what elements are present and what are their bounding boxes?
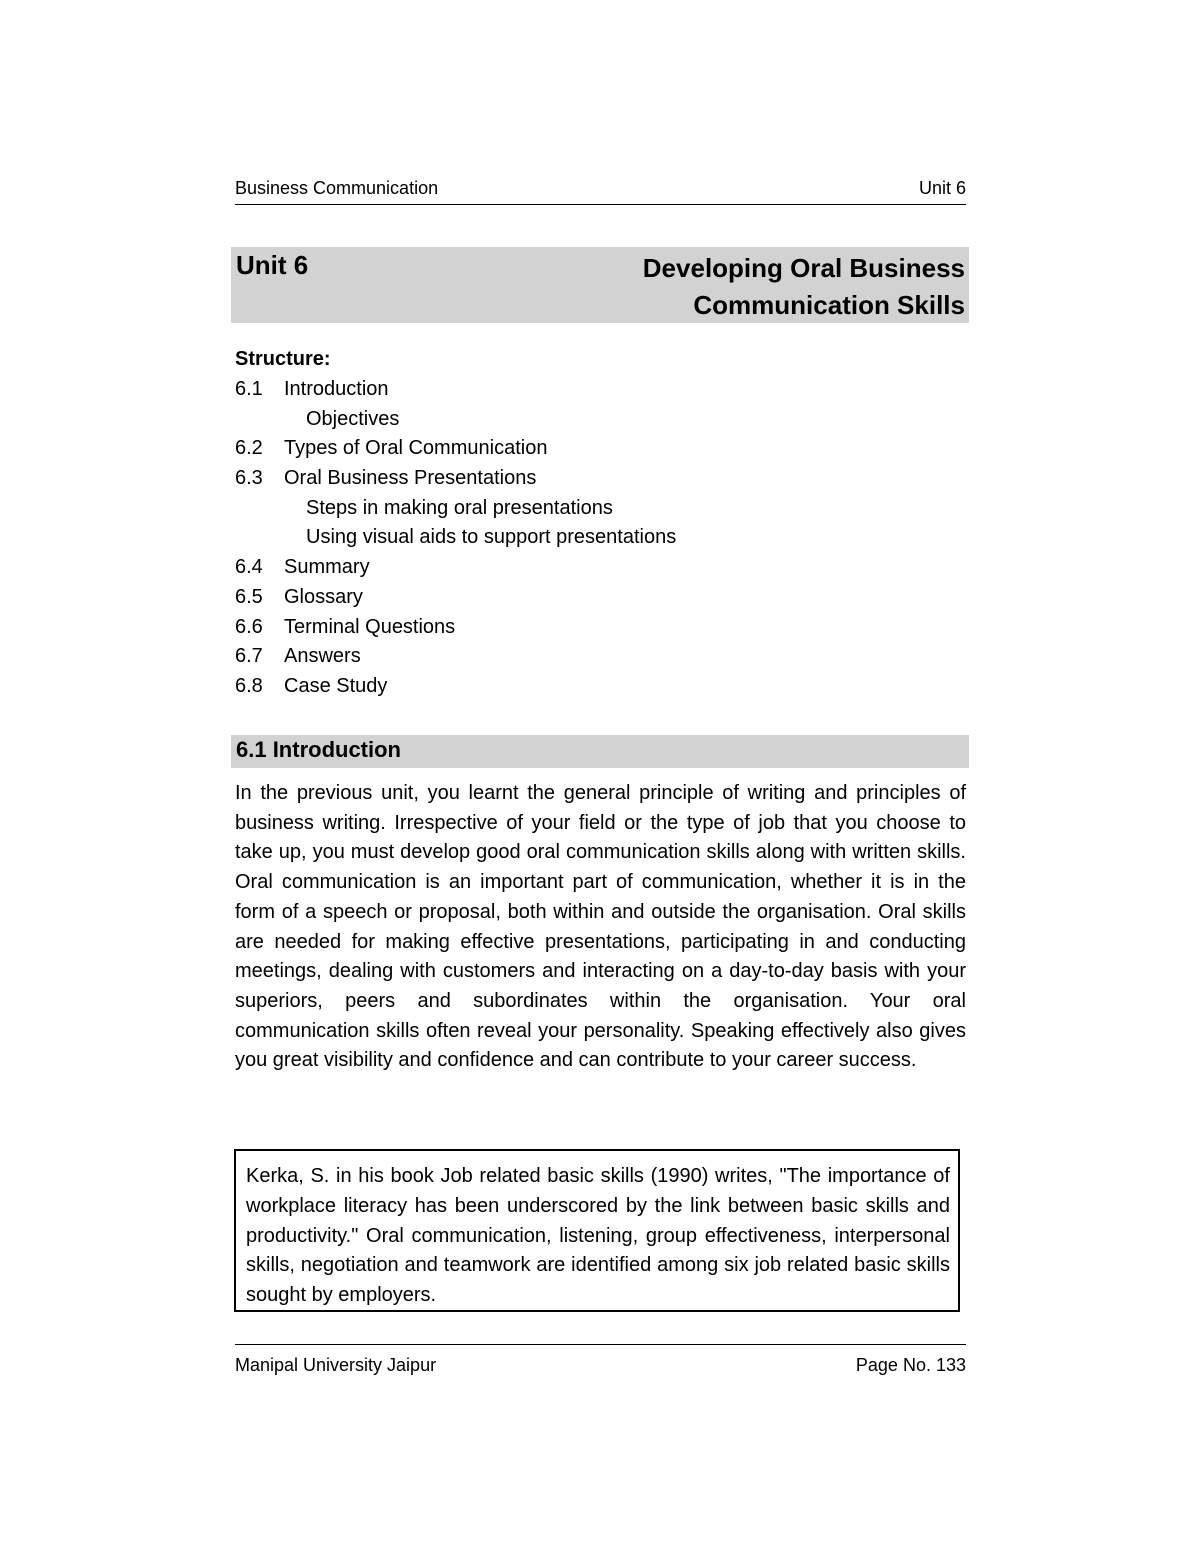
toc-item-label: Types of Oral Communication [284, 437, 548, 460]
toc-subitem [235, 494, 935, 524]
toc-subitem [235, 405, 935, 435]
unit-title [643, 250, 965, 324]
toc-item-number: 6.1 [235, 378, 263, 400]
unit-number: Unit 6 [236, 250, 309, 280]
toc-subitem-label: Using visual aids to support presentations [306, 526, 677, 549]
footer-page-number: Page No. 133 [855, 1355, 966, 1375]
toc-item-label: Terminal Questions [284, 615, 456, 638]
toc-item-label: Oral Business Presentations [284, 467, 537, 490]
toc-item-number: 6.2 [235, 437, 263, 460]
header-book-title: Business Communication [235, 178, 439, 198]
toc-subitem-label: Steps in making oral presentations [306, 496, 613, 519]
introduction-paragraph: In the previous unit, you learnt the general principle of writing and principles of business writing. Irrespective of your field or the type of job that you choose to take up, you must develop good oral communication skills along with written skills. Oral communication is an important part of communication, whether it is in the form of a speech or proposal, both within and outside the organisation. Oral skills are needed for making effective presentations, participating in and conducting meetings, dealing with customers and interacting on a day-to-day basis with your superiors, peers and subordinates within the organisation. Your oral communication skills often reveal your personality. Speaking effectively also gives you great visibility and confidence and can contribute to your career success. [235, 782, 966, 1072]
toc-item [235, 464, 935, 494]
running-footer [235, 1344, 966, 1381]
running-header [235, 176, 966, 205]
section-heading: 6.1 Introduction [236, 737, 401, 762]
toc-item-number: 6.5 [235, 585, 263, 608]
toc-item-number: 6.4 [235, 556, 263, 579]
unit-title-line-1: Developing Oral Business [642, 253, 965, 283]
quote-box [234, 1149, 960, 1312]
toc-item-number: 6.8 [235, 674, 263, 697]
structure-heading: Structure: [235, 348, 331, 370]
toc-item-label: Case Study [284, 674, 388, 697]
toc-item-label: Glossary [284, 585, 363, 608]
toc-subitem-label: Objectives [306, 407, 400, 430]
toc-item [235, 375, 935, 405]
toc-item-number: 6.3 [235, 467, 263, 490]
toc-item [235, 613, 935, 643]
toc-item-label: Summary [284, 556, 370, 579]
toc-item-number: 6.6 [235, 615, 263, 638]
header-unit-label: Unit 6 [918, 178, 966, 198]
toc-item [235, 553, 935, 583]
toc-item-label: Answers [284, 645, 361, 668]
toc-subitem [235, 523, 935, 553]
toc-item-label: Introduction [284, 378, 389, 400]
unit-title-banner [231, 247, 969, 323]
toc-item [235, 642, 935, 672]
unit-title-line-2: Communication Skills [693, 290, 965, 320]
toc-item [235, 672, 935, 702]
footer-institution: Manipal University Jaipur [235, 1355, 437, 1375]
section-heading-banner [231, 735, 969, 768]
structure-outline [235, 345, 935, 702]
toc-item [235, 434, 935, 464]
toc-item-number: 6.7 [235, 645, 263, 668]
quote-text: Kerka, S. in his book Job related basic skills (1990) writes, "The importance of workplace literacy has been underscored by the link between basic skills and productivity." Oral communication, listening, group effectiveness, interpersonal skills, negotiation and teamwork are identified among six job related basic skills sought by employers. [246, 1165, 950, 1307]
toc-item [235, 583, 935, 613]
